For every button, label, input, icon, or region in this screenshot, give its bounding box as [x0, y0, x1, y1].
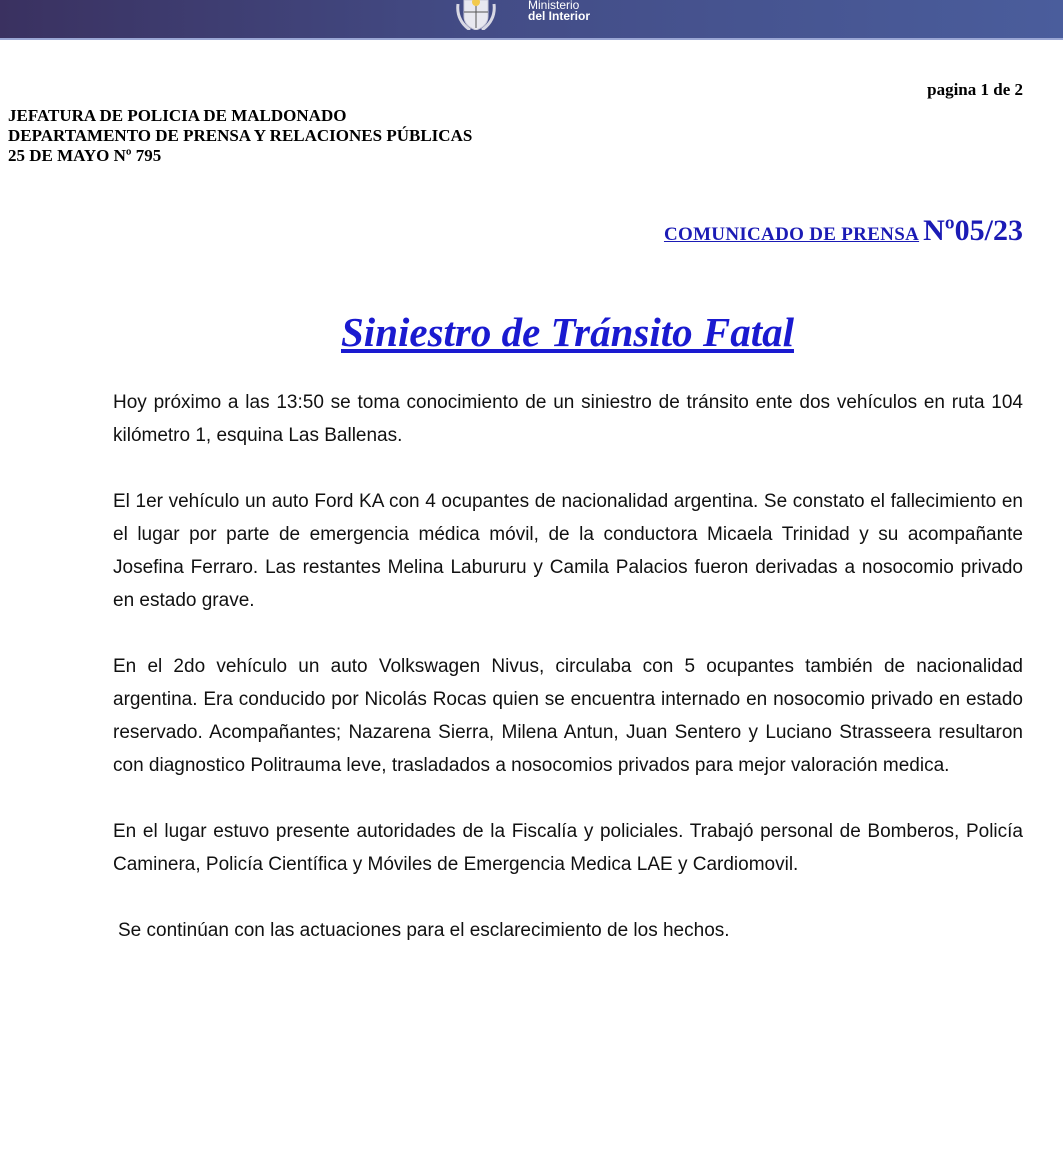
org-line2: DEPARTAMENTO DE PRENSA Y RELACIONES PÚBLICAS: [8, 126, 473, 145]
ministry-banner: [0, 0, 1063, 40]
ministry-line1: Ministerio: [528, 0, 580, 12]
ministry-line2: del Interior: [528, 9, 591, 23]
paragraph: El 1er vehículo un auto Ford KA con 4 ocupantes de nacionalidad argentina. Se constato el fallecimiento en el lugar por parte de emergencia médica móvil, de la conductora Micaela Trinidad y su acompañante Josefina Ferraro. Las restantes Melina Labururu y Camila Palacios fueron derivadas a nosocomio privado en estado grave.: [113, 491, 1023, 611]
org-line1: JEFATURA DE POLICIA DE MALDONADO: [8, 106, 347, 125]
press-release-number: Nº05/23: [923, 214, 1023, 247]
ministry-name: [528, 0, 590, 22]
press-release-label: COMUNICADO DE PRENSA: [663, 224, 920, 245]
paragraph: En el lugar estuvo presente autoridades de la Fiscalía y policiales. Trabajó personal de Bomberos, Policía Caminera, Policía Científica y Móviles de Emergencia Medica LAE y Cardiomovil.: [113, 821, 1023, 875]
organization-header: [8, 106, 472, 166]
paragraph: En el 2do vehículo un auto Volkswagen Nivus, circulaba con 5 ocupantes también de nacionalidad argentina. Era conducido por Nicolás Rocas quien se encuentra internado en nosocomio privado en estado reservado. Acompañantes; Nazarena Sierra, Milena Antun, Juan Sentero y Luciano Strasseera resultaron con diagnostico Politrauma leve, trasladados a nosocomios privados para mejor valoración medica.: [113, 656, 1023, 776]
org-line3: 25 DE MAYO Nº 795: [8, 146, 162, 165]
document-body: [113, 386, 1023, 980]
coat-of-arms-icon: [456, 0, 496, 30]
page-number: pagina 1 de 2: [927, 80, 1023, 99]
press-release-id: [664, 214, 1023, 248]
paragraph: Se continúan con las actuaciones para el esclarecimiento de los hechos.: [118, 920, 730, 941]
document-title: Siniestro de Tránsito Fatal: [341, 309, 794, 355]
paragraph: Hoy próximo a las 13:50 se toma conocimiento de un siniestro de tránsito ente dos vehículos en ruta 104 kilómetro 1, esquina Las Ballenas.: [113, 392, 1023, 446]
